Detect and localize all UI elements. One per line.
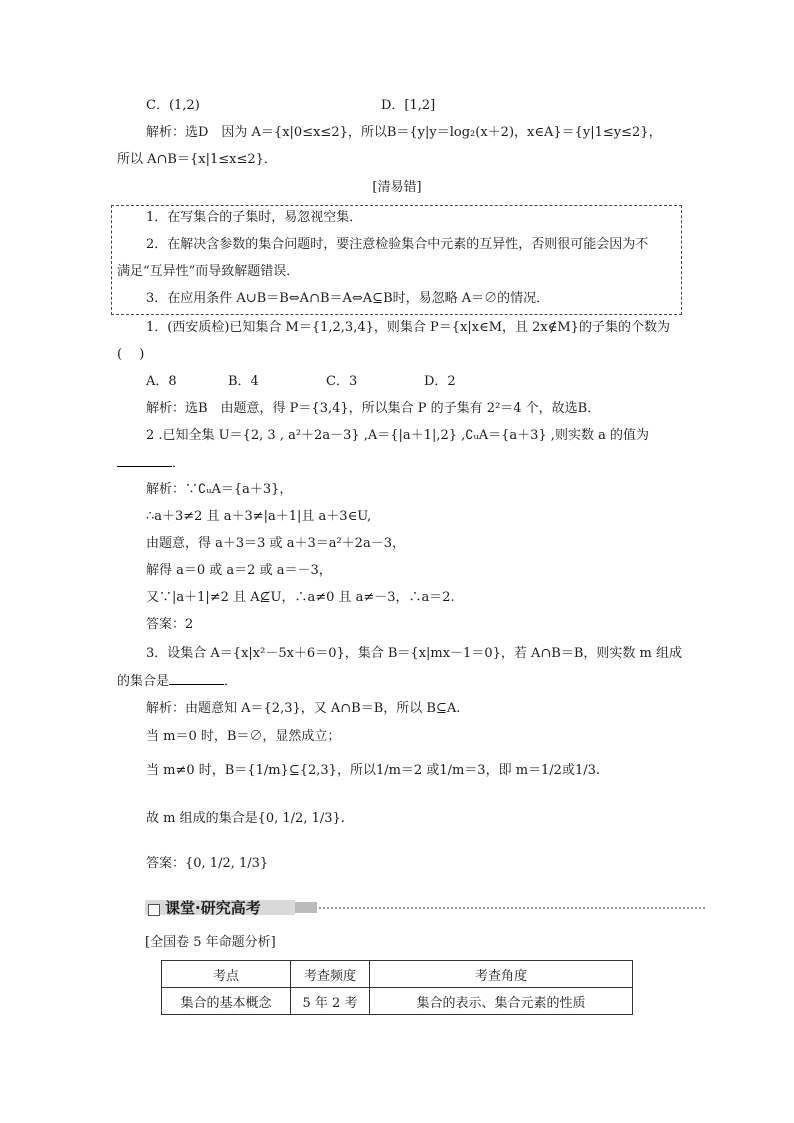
tip-line: 3．在应用条件 A∪B＝B⇔A∩B＝A⇔A⊆B时，易忽略 A＝∅的情况． <box>146 291 550 306</box>
option-d: D．[1,2] <box>381 98 436 113</box>
answer-line: 答案：{0, 1/2, 1/3} <box>146 856 269 871</box>
option-c: C．3 <box>326 374 358 389</box>
table-cell: 5 年 2 考 <box>291 988 370 1015</box>
solution-line: 所以 A∩B＝{x|1≤x≤2}． <box>117 152 277 167</box>
question-3-blank-line <box>117 672 237 691</box>
analysis-table <box>161 960 633 1015</box>
question-1: 1．(西安质检)已知集合 M＝{1,2,3,4}，则集合 P＝{x|x∈M，且 2x∉M}的子集的个数为 <box>146 320 670 335</box>
tip-line: 2．在解决含参数的集合问题时，要注意检验集合中元素的互异性，否则很可能会因为不 <box>146 237 649 252</box>
question-3-tail: 的集合是 <box>117 674 170 689</box>
banner-bar <box>295 902 317 913</box>
solution-line: 当 m＝0 时，B＝∅，显然成立； <box>146 729 341 744</box>
solution-line: 故 m 组成的集合是{0, 1/2, 1/3}. <box>146 811 345 826</box>
section-heading: [清易错] <box>372 180 422 195</box>
punctuation: ． <box>172 456 186 471</box>
tip-line: 1．在写集合的子集时，易忽视空集． <box>146 210 363 225</box>
solution-line: ∴a＋3≠2 且 a＋3≠|a＋1|且 a＋3∈U, <box>146 509 372 524</box>
answer-blank <box>169 672 224 685</box>
answer-blank <box>117 454 172 467</box>
table-caption: [全国卷 5 年命题分析] <box>145 935 276 950</box>
solution-line: 解析：∵∁ᵤA＝{a＋3}， <box>146 482 293 497</box>
table-header-row <box>162 961 633 988</box>
square-icon <box>148 904 160 916</box>
header-cell: 考查角度 <box>370 961 633 988</box>
table-row <box>162 988 633 1015</box>
option-b: B．4 <box>228 374 259 389</box>
question-2-blank-line <box>117 454 185 473</box>
section-banner <box>145 897 705 919</box>
answer-line: 答案：2 <box>146 617 194 632</box>
header-cell: 考查频度 <box>291 961 370 988</box>
solution-line: 由题意，得 a＋3＝3 或 a＋3＝a²＋2a－3， <box>146 536 405 551</box>
punctuation: ． <box>224 674 238 689</box>
solution-line: 解析：选B 由题意，得 P＝{3,4}，所以集合 P 的子集有 2²＝4 个，故选B． <box>146 401 601 416</box>
option-d: D．2 <box>424 374 456 389</box>
solution-line: 解得 a＝0 或 a＝2 或 a＝－3， <box>146 563 332 578</box>
dotted-rule <box>319 907 705 909</box>
solution-line: 解析：由题意知 A＝{2,3}，又 A∩B＝B，所以 B⊆A. <box>146 701 461 716</box>
question-2: 2 .已知全集 U＝{2, 3 , a²＋2a－3} ,A＝{|a＋1|,2} ,∁ᵤA＝{a＋3} ,则实数 a 的值为 <box>146 428 649 443</box>
question-3: 3．设集合 A＝{x|x²－5x＋6＝0}，集合 B＝{x|mx－1＝0}，若 A∩B＝B，则实数 m 组成 <box>146 646 682 661</box>
solution-line: 当 m≠0 时，B＝{1/m}⊆{2,3}，所以1/m＝2 或1/m＝3，即 m＝1/2或1/3. <box>146 763 601 778</box>
option-a: A．8 <box>146 374 177 389</box>
solution-line: 又∵|a＋1|≠2 且 A⊈U，∴a≠0 且 a≠－3，∴a＝2. <box>146 590 455 605</box>
tip-line: 满足“互异性”而导致解题错误． <box>117 264 300 279</box>
solution-line: 解析：选D 因为 A＝{x|0≤x≤2}，所以B＝{y|y＝log₂(x＋2)，x∈A}＝{y|1≤y≤2}， <box>146 125 662 140</box>
option-c: C．(1,2) <box>146 98 200 113</box>
section-title: 课堂·研究高考 <box>165 899 261 917</box>
header-cell: 考点 <box>162 961 291 988</box>
table-cell: 集合的表示、集合元素的性质 <box>370 988 633 1015</box>
table-cell: 集合的基本概念 <box>162 988 291 1015</box>
question-1-bracket: ( ) <box>117 347 145 362</box>
